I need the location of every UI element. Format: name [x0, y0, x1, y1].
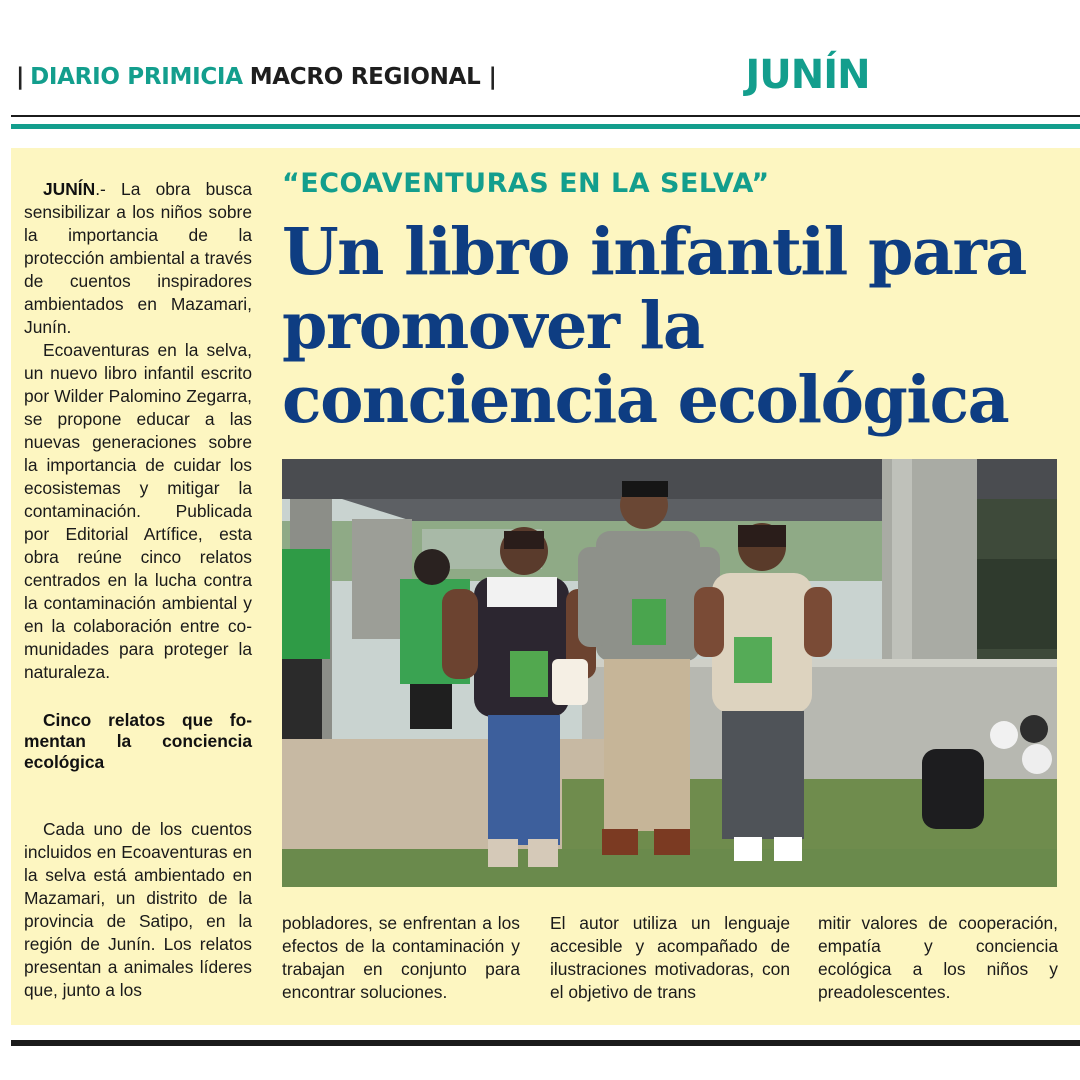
- body-paragraph: Ecoaventuras en la selva, un nuevo libro infantil escrito por Wilder Palomino Zegarra, se propone educar a las nuevas generaciones sobre la importancia de cuidar los ecosistemas y mitigar la contaminación. Publicada por Editorial Artífice, esta obra reúne cinco relatos centrados en la lucha contra la contaminación ambiental y en la colaboración entre comunidades para proteger la naturaleza.: [24, 340, 252, 682]
- lead-paragraph: [24, 178, 252, 339]
- section-label: JUNÍN: [745, 52, 870, 98]
- separator-right: |: [488, 64, 497, 90]
- body-paragraph: pobladores, se enfrentan a los efectos de la contaminación y trabajan en conjunto para encontrar soluciones.: [282, 913, 520, 1002]
- body-paragraph: El autor utiliza un lenguaje accesible y acompañado de ilustraciones motivadoras, con el objetivo de trans: [550, 913, 790, 1002]
- article-subhead: Cinco relatos que fomentan la conciencia ecológica: [24, 710, 252, 772]
- body-paragraph: Cada uno de los cuentos incluidos en Ecoaventuras en la selva está ambientado en Mazamari, un distrito de la provincia de Satipo, en la región de Junín. Los relatos presentan a animales líderes que, junto a los: [24, 819, 252, 1000]
- dateline: JUNÍN: [43, 179, 96, 199]
- footer-rule: [11, 1040, 1080, 1046]
- edition-name: MACRO REGIONAL: [249, 64, 481, 90]
- body-paragraph: mitir valores de cooperación, empatía y conciencia ecológica a los niños y preadolescentes.: [818, 913, 1058, 1002]
- separator-left: |: [16, 64, 25, 90]
- article-headline: Un libro infantil para promover la conciencia ecológica: [282, 214, 1026, 438]
- text-column-2: [282, 912, 520, 1004]
- text-column-3: [550, 912, 790, 1004]
- article-kicker: “ECOAVENTURAS EN LA SELVA”: [282, 168, 770, 199]
- newspaper-masthead: [16, 60, 497, 94]
- newspaper-name: DIARIO PRIMICIA: [30, 64, 243, 90]
- masthead-header: [0, 0, 1080, 140]
- article-photo: [282, 459, 1057, 887]
- header-rule-teal: [11, 124, 1080, 129]
- photo-illustration: [282, 459, 1057, 887]
- text-column-4: [818, 912, 1058, 1004]
- text-column-1: [24, 178, 252, 773]
- lead-text: .- La obra busca sensibilizar a los niños sobre la importancia de la protección ambiental a través de cuentos inspiradores ambientados en Mazamari, Junín.: [24, 179, 252, 337]
- text-column-1-continued: [24, 818, 252, 1002]
- header-rule-dark: [11, 115, 1080, 117]
